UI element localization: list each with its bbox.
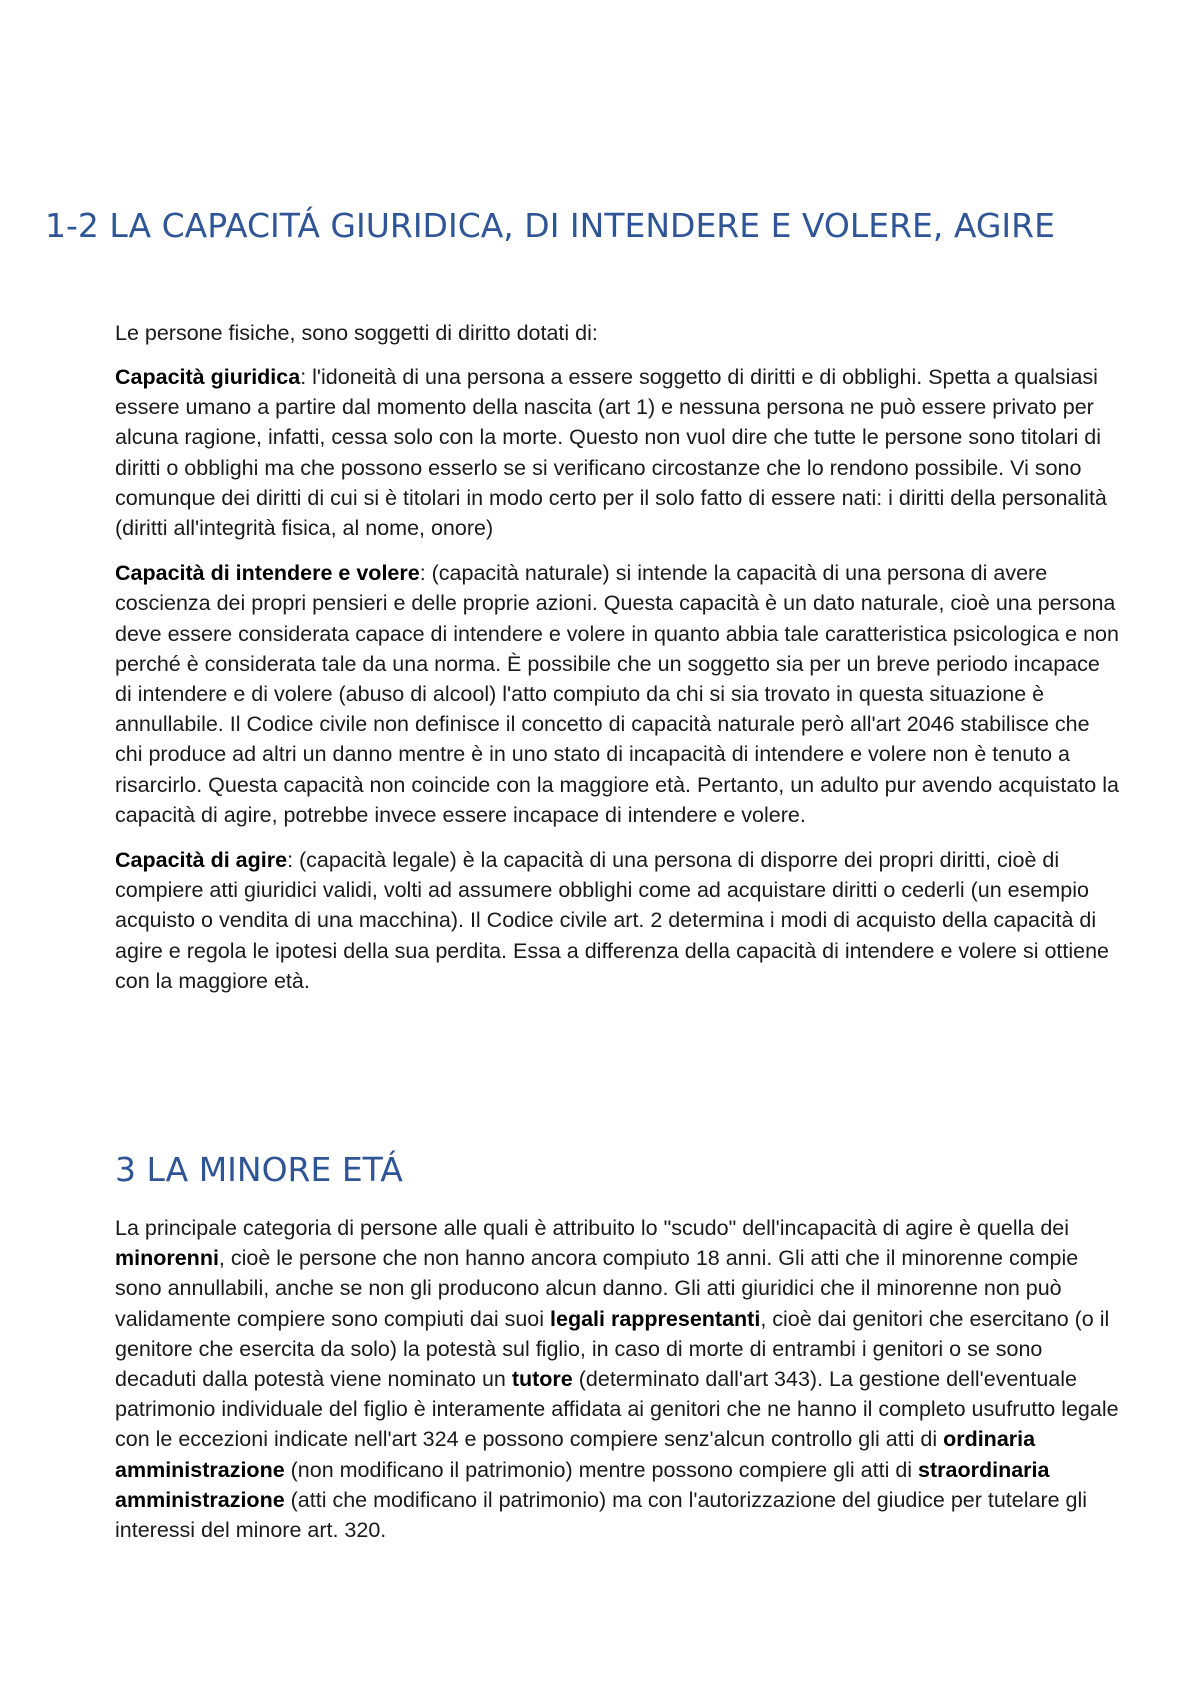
text-run: (non modificano il patrimonio) mentre possono compiere gli atti di xyxy=(284,1457,919,1482)
term-capacita-giuridica: Capacità giuridica xyxy=(115,365,301,389)
term-capacita-intendere: Capacità di intendere e volere xyxy=(115,561,420,586)
text-run: (atti che modificano il patrimonio) ma con l'autorizzazione del giudice per tutelare gli interessi del minore art. 320. xyxy=(115,1487,1088,1543)
term-tutore: tutore xyxy=(511,1367,573,1392)
text-run: La principale categoria di persone alle quali è attribuito lo "scudo" dell'incapacità di agire è quella dei xyxy=(115,1216,1070,1240)
paragraph-capacita-intendere xyxy=(115,558,1120,830)
term-minorenni: minorenni xyxy=(115,1246,219,1271)
section-heading-capacita: 1-2 LA CAPACITÁ GIURIDICA, DI INTENDERE E VOLERE, AGIRE xyxy=(45,206,1055,245)
text-capacita-agire: : (capacità legale) è la capacità di una persona di disporre dei propri diritti, cioè di compiere atti giuridici validi, volti ad assumere obblighi come ad acquistare diritti o cederli (un esempio acquisto o vendita di una macchina). Il Codice civile art. 2 determina i modi di acquisto della capacità di agire e regola le ipotesi della sua perdita. Essa a differenza della capacità di intendere e volere si ottiene con la maggiore età. xyxy=(115,848,1110,993)
intro-text: Le persone fisiche, sono soggetti di diritto dotati di: xyxy=(115,321,598,345)
text-capacita-giuridica: : l'idoneità di una persona a essere soggetto di diritti e di obblighi. Spetta a qualsiasi essere umano a partire dal momento della nascita (art 1) e nessuna persona ne può essere privato per alcuna ragione, infatti, cessa solo con la morte. Questo non vuol dire che tutte le persone sono titolari di diritti o obblighi ma che possono esserlo se si verificano circostanze che lo rendono possibile. Vi sono comunque dei diritti di cui si è titolari in modo certo per il solo fatto di essere nati: i diritti della personalità (diritti all'integrità fisica, al nome, onore) xyxy=(115,365,1107,541)
section-heading-minore-eta: 3 LA MINORE ETÁ xyxy=(115,1150,403,1189)
term-capacita-agire: Capacità di agire xyxy=(115,848,288,873)
section2-body xyxy=(115,1213,1120,1560)
intro-paragraph xyxy=(115,318,1120,363)
text-run: , cioè dai genitori che esercitano (o il genitore che esercita da solo) la potestà sul figlio, in caso di morte di entrambi i genitori o se sono decaduti dalla potestà viene nominato un xyxy=(115,1306,1110,1392)
section1-body xyxy=(115,362,1120,1011)
text-run: , cioè le persone che non hanno ancora compiuto 18 anni. Gli atti che il minorenne compie sono annullabili, anche se non gli producono alcun danno. Gli atti giuridici che il minorenne non può validamente compiere sono compiuti dai suoi xyxy=(115,1246,1079,1331)
paragraph-capacita-agire xyxy=(115,845,1120,996)
term-legali-rappresentanti: legali rappresentanti xyxy=(550,1306,761,1331)
paragraph-minore-eta xyxy=(115,1213,1120,1545)
term-ordinaria-amministrazione: ordinaria amministrazione xyxy=(115,1427,1036,1482)
term-straordinaria-amministrazione: straordinaria amministrazione xyxy=(115,1457,1050,1512)
text-run: (determinato dall'art 343). La gestione dell'eventuale patrimonio individuale del figlio è interamente affidata ai genitori che ne hanno il completo usufrutto legale con le eccezioni indicate nell'art 324 e possono compiere senz'alcun controllo gli atti di xyxy=(115,1367,1119,1452)
text-capacita-intendere: : (capacità naturale) si intende la capacità di una persona di avere coscienza dei propri pensieri e delle proprie azioni. Questa capacità è un dato naturale, cioè una persona deve essere considerata capace di intendere e volere in quanto abbia tale caratteristica psicologica e non perché è considerata tale da una norma. È possibile che un soggetto sia per un breve periodo incapace di intendere e di volere (abuso di alcool) l'atto compiuto da chi si sia trovato in questa situazione è annullabile. Il Codice civile non definisce il concetto di capacità naturale però all'art 2046 stabilisce che chi produce ad altri un danno mentre è in uno stato di incapacità di intendere e volere non è tenuto a risarcirlo. Questa capacità non coincide con la maggiore età. Pertanto, un adulto pur avendo acquistato la capacità di agire, potrebbe invece essere incapace di intendere e volere. xyxy=(115,561,1119,827)
paragraph-capacita-giuridica xyxy=(115,362,1120,543)
